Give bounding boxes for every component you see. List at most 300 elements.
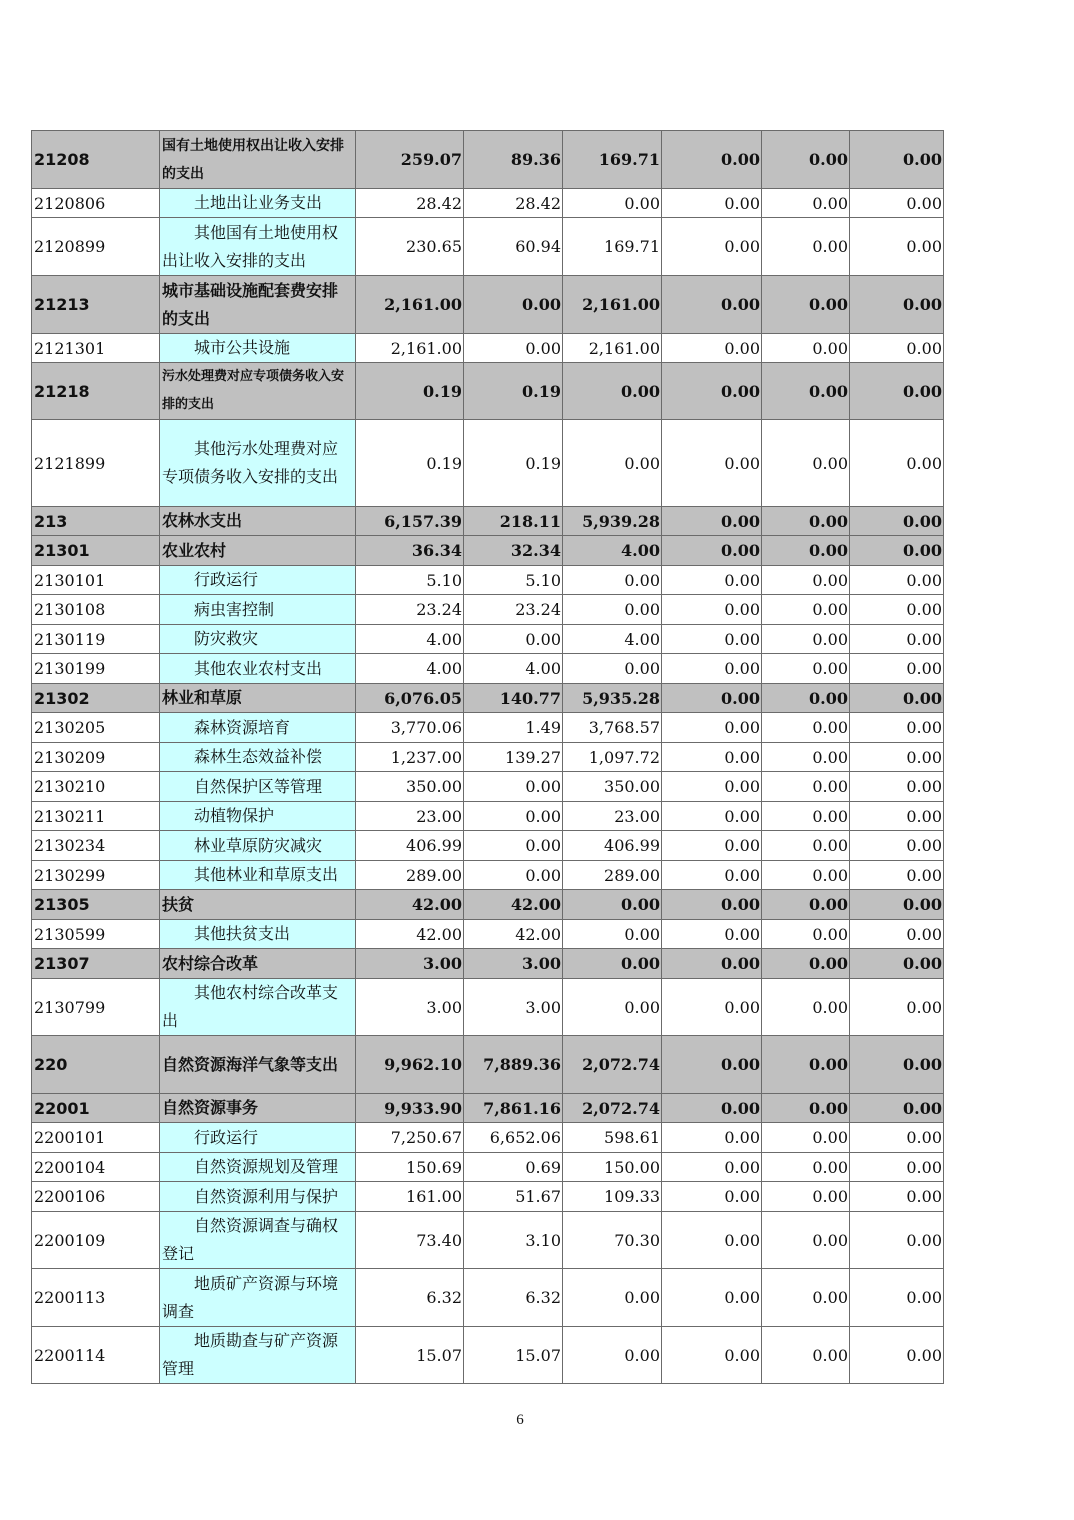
row-value-2: 0.69 (464, 1153, 563, 1182)
row-total: 4.00 (356, 654, 464, 684)
row-name (160, 654, 356, 684)
row-name: 农业农村 (160, 536, 356, 566)
row-value-4: 0.00 (662, 363, 762, 420)
row-value-4: 0.00 (662, 507, 762, 536)
row-value-5: 0.00 (762, 684, 850, 713)
row-value-2: 3.10 (464, 1212, 563, 1269)
row-total: 3.00 (356, 979, 464, 1036)
row-name (160, 713, 356, 743)
row-total: 73.40 (356, 1212, 464, 1269)
row-total: 3.00 (356, 949, 464, 979)
row-total: 6,157.39 (356, 507, 464, 536)
table-row (32, 979, 944, 1036)
row-value-6: 0.00 (850, 920, 944, 949)
row-value-2: 0.00 (464, 625, 563, 654)
row-value-3: 5,935.28 (563, 684, 662, 713)
row-value-4: 0.00 (662, 654, 762, 684)
row-value-5: 0.00 (762, 420, 850, 507)
row-code: 2200113 (32, 1269, 160, 1327)
row-value-6: 0.00 (850, 861, 944, 890)
row-value-3: 0.00 (563, 1327, 662, 1384)
row-name: 扶贫 (160, 890, 356, 920)
row-code: 2200114 (32, 1327, 160, 1384)
row-value-6: 0.00 (850, 772, 944, 802)
row-value-2: 1.49 (464, 713, 563, 743)
row-value-6: 0.00 (850, 189, 944, 218)
row-value-2: 32.34 (464, 536, 563, 566)
row-total: 259.07 (356, 131, 464, 189)
row-code: 2130211 (32, 802, 160, 831)
row-value-4: 0.00 (662, 979, 762, 1036)
row-value-3: 406.99 (563, 831, 662, 861)
row-value-2: 0.00 (464, 861, 563, 890)
row-name (160, 920, 356, 949)
row-value-4: 0.00 (662, 189, 762, 218)
table-row (32, 831, 944, 861)
row-value-6: 0.00 (850, 1212, 944, 1269)
row-name-text: 森林生态效益补偿 (194, 747, 323, 766)
row-value-3: 0.00 (563, 979, 662, 1036)
row-value-6: 0.00 (850, 625, 944, 654)
row-code: 2120899 (32, 218, 160, 276)
row-value-5: 0.00 (762, 507, 850, 536)
row-value-2: 0.00 (464, 334, 563, 363)
row-value-3: 2,161.00 (563, 276, 662, 334)
row-name: 林业和草原 (160, 684, 356, 713)
row-value-3: 0.00 (563, 920, 662, 949)
row-name-text: 行政运行 (194, 1127, 259, 1147)
row-value-2: 7,861.16 (464, 1094, 563, 1123)
row-name (160, 334, 356, 363)
row-value-3: 169.71 (563, 218, 662, 276)
page-number: 6 (516, 1412, 524, 1428)
row-code: 2200106 (32, 1182, 160, 1212)
row-code: 213 (32, 507, 160, 536)
row-value-6: 0.00 (850, 1153, 944, 1182)
row-code: 2130799 (32, 979, 160, 1036)
row-code: 2130599 (32, 920, 160, 949)
row-name: 农林水支出 (160, 507, 356, 536)
row-code: 21307 (32, 949, 160, 979)
row-total: 9,962.10 (356, 1036, 464, 1094)
row-value-4: 0.00 (662, 949, 762, 979)
row-value-3: 4.00 (563, 625, 662, 654)
row-code: 2130119 (32, 625, 160, 654)
row-value-2: 218.11 (464, 507, 563, 536)
row-code: 2200109 (32, 1212, 160, 1269)
row-value-3: 0.00 (563, 654, 662, 684)
row-value-3: 109.33 (563, 1182, 662, 1212)
table-row (32, 861, 944, 890)
row-total: 350.00 (356, 772, 464, 802)
row-value-5: 0.00 (762, 743, 850, 772)
row-total: 7,250.67 (356, 1123, 464, 1153)
row-total: 1,237.00 (356, 743, 464, 772)
row-value-6: 0.00 (850, 566, 944, 595)
row-name (160, 1327, 356, 1384)
row-code: 2130299 (32, 861, 160, 890)
row-value-3: 169.71 (563, 131, 662, 189)
table-row (32, 1123, 944, 1153)
row-value-2: 0.00 (464, 831, 563, 861)
row-value-6: 0.00 (850, 831, 944, 861)
row-value-2: 139.27 (464, 743, 563, 772)
row-value-5: 0.00 (762, 1269, 850, 1327)
row-value-4: 0.00 (662, 684, 762, 713)
row-value-5: 0.00 (762, 920, 850, 949)
row-name-text: 其他林业和草原支出 (194, 865, 339, 884)
row-value-6: 0.00 (850, 334, 944, 363)
row-value-4: 0.00 (662, 131, 762, 189)
row-value-3: 5,939.28 (563, 507, 662, 536)
row-total: 3,770.06 (356, 713, 464, 743)
row-name-text: 行政运行 (194, 570, 259, 589)
row-value-3: 1,097.72 (563, 743, 662, 772)
row-name (160, 802, 356, 831)
row-name-text: 其他国有土地使用权出让收入安排的支出 (162, 222, 339, 270)
row-value-4: 0.00 (662, 276, 762, 334)
row-name (160, 625, 356, 654)
row-value-5: 0.00 (762, 276, 850, 334)
row-value-3: 2,072.74 (563, 1094, 662, 1123)
row-name (160, 566, 356, 595)
row-name-text: 地质矿产资源与环境调查 (162, 1273, 339, 1321)
row-value-2: 28.42 (464, 189, 563, 218)
row-value-5: 0.00 (762, 890, 850, 920)
row-code: 2130234 (32, 831, 160, 861)
row-value-5: 0.00 (762, 218, 850, 276)
table-row (32, 802, 944, 831)
row-value-6: 0.00 (850, 507, 944, 536)
table-row (32, 1153, 944, 1182)
row-value-3: 150.00 (563, 1153, 662, 1182)
table-row (32, 566, 944, 595)
table-row (32, 334, 944, 363)
row-value-6: 0.00 (850, 276, 944, 334)
row-code: 2200104 (32, 1153, 160, 1182)
row-name (160, 1153, 356, 1182)
row-name (160, 772, 356, 802)
row-name-text: 其他农村综合改革支出 (162, 983, 339, 1030)
row-value-6: 0.00 (850, 1036, 944, 1094)
row-value-6: 0.00 (850, 979, 944, 1036)
row-value-4: 0.00 (662, 920, 762, 949)
row-name-text: 地质勘查与矿产资源管理 (162, 1331, 339, 1378)
row-value-2: 42.00 (464, 890, 563, 920)
row-value-5: 0.00 (762, 772, 850, 802)
row-total: 6.32 (356, 1269, 464, 1327)
row-value-4: 0.00 (662, 595, 762, 625)
row-total: 289.00 (356, 861, 464, 890)
row-value-2: 23.24 (464, 595, 563, 625)
row-name-text: 自然资源调查与确权登记 (162, 1216, 339, 1263)
row-value-6: 0.00 (850, 802, 944, 831)
row-value-2: 0.00 (464, 276, 563, 334)
row-value-4: 0.00 (662, 334, 762, 363)
row-code: 2130101 (32, 566, 160, 595)
row-total: 230.65 (356, 218, 464, 276)
row-value-3: 0.00 (563, 890, 662, 920)
table-row (32, 949, 944, 979)
row-code: 220 (32, 1036, 160, 1094)
row-value-3: 0.00 (563, 566, 662, 595)
row-value-2: 0.00 (464, 772, 563, 802)
row-value-5: 0.00 (762, 831, 850, 861)
row-name: 城市基础设施配套费安排的支出 (160, 276, 356, 334)
row-name-text: 森林资源培育 (194, 717, 291, 737)
row-total: 161.00 (356, 1182, 464, 1212)
row-name (160, 1123, 356, 1153)
table-row (32, 420, 944, 507)
row-code: 21213 (32, 276, 160, 334)
row-value-2: 6.32 (464, 1269, 563, 1327)
row-value-4: 0.00 (662, 831, 762, 861)
row-total: 406.99 (356, 831, 464, 861)
row-name: 自然资源事务 (160, 1094, 356, 1123)
row-value-3: 0.00 (563, 363, 662, 420)
row-value-4: 0.00 (662, 1036, 762, 1094)
row-name (160, 861, 356, 890)
table-row (32, 743, 944, 772)
row-name-text: 城市公共设施 (194, 338, 291, 357)
row-value-5: 0.00 (762, 1036, 850, 1094)
row-name-text: 防灾救灾 (194, 629, 259, 648)
row-value-4: 0.00 (662, 536, 762, 566)
row-total: 28.42 (356, 189, 464, 218)
row-value-6: 0.00 (850, 1327, 944, 1384)
row-value-2: 4.00 (464, 654, 563, 684)
row-value-6: 0.00 (850, 363, 944, 420)
table-row (32, 131, 944, 189)
row-value-3: 23.00 (563, 802, 662, 831)
table-row (32, 507, 944, 536)
row-value-6: 0.00 (850, 743, 944, 772)
row-total: 23.00 (356, 802, 464, 831)
row-name (160, 1212, 356, 1269)
row-name (160, 189, 356, 218)
row-value-5: 0.00 (762, 363, 850, 420)
table-row (32, 1094, 944, 1123)
table-row (32, 595, 944, 625)
table-row (32, 1036, 944, 1094)
row-value-3: 0.00 (563, 1269, 662, 1327)
row-value-5: 0.00 (762, 979, 850, 1036)
row-value-3: 3,768.57 (563, 713, 662, 743)
row-total: 2,161.00 (356, 276, 464, 334)
row-value-6: 0.00 (850, 1094, 944, 1123)
row-code: 2130199 (32, 654, 160, 684)
row-value-5: 0.00 (762, 625, 850, 654)
row-value-5: 0.00 (762, 861, 850, 890)
row-code: 21302 (32, 684, 160, 713)
table-row (32, 684, 944, 713)
row-code: 21208 (32, 131, 160, 189)
row-code: 21218 (32, 363, 160, 420)
row-value-2: 3.00 (464, 949, 563, 979)
row-value-2: 60.94 (464, 218, 563, 276)
row-total: 5.10 (356, 566, 464, 595)
row-total: 0.19 (356, 363, 464, 420)
row-value-4: 0.00 (662, 1182, 762, 1212)
row-value-2: 0.19 (464, 363, 563, 420)
row-value-2: 7,889.36 (464, 1036, 563, 1094)
table-row (32, 276, 944, 334)
row-code: 2130210 (32, 772, 160, 802)
row-value-3: 4.00 (563, 536, 662, 566)
row-value-2: 140.77 (464, 684, 563, 713)
table-row (32, 654, 944, 684)
row-name-text: 自然资源规划及管理 (194, 1157, 339, 1176)
row-value-2: 15.07 (464, 1327, 563, 1384)
row-value-2: 6,652.06 (464, 1123, 563, 1153)
row-value-4: 0.00 (662, 713, 762, 743)
row-value-2: 89.36 (464, 131, 563, 189)
row-value-6: 0.00 (850, 890, 944, 920)
row-value-6: 0.00 (850, 684, 944, 713)
row-value-3: 0.00 (563, 420, 662, 507)
row-value-6: 0.00 (850, 218, 944, 276)
table-row (32, 218, 944, 276)
row-total: 0.19 (356, 420, 464, 507)
row-value-5: 0.00 (762, 595, 850, 625)
row-total: 36.34 (356, 536, 464, 566)
row-value-6: 0.00 (850, 654, 944, 684)
table-row (32, 772, 944, 802)
row-value-3: 70.30 (563, 1212, 662, 1269)
row-value-4: 0.00 (662, 861, 762, 890)
row-value-4: 0.00 (662, 420, 762, 507)
row-value-5: 0.00 (762, 1212, 850, 1269)
row-value-4: 0.00 (662, 218, 762, 276)
row-code: 21305 (32, 890, 160, 920)
table-row (32, 1327, 944, 1384)
row-value-3: 350.00 (563, 772, 662, 802)
row-value-5: 0.00 (762, 131, 850, 189)
row-value-4: 0.00 (662, 772, 762, 802)
row-value-5: 0.00 (762, 802, 850, 831)
row-value-4: 0.00 (662, 743, 762, 772)
row-value-4: 0.00 (662, 802, 762, 831)
row-value-6: 0.00 (850, 131, 944, 189)
row-value-5: 0.00 (762, 1182, 850, 1212)
row-code: 2120806 (32, 189, 160, 218)
row-total: 150.69 (356, 1153, 464, 1182)
row-name-text: 其他扶贫支出 (194, 924, 291, 943)
row-total: 2,161.00 (356, 334, 464, 363)
row-name (160, 979, 356, 1036)
row-name-text: 自然资源利用与保护 (194, 1186, 339, 1206)
row-value-6: 0.00 (850, 420, 944, 507)
row-code: 2121899 (32, 420, 160, 507)
table-row (32, 536, 944, 566)
row-value-4: 0.00 (662, 1327, 762, 1384)
row-value-5: 0.00 (762, 189, 850, 218)
row-code: 21301 (32, 536, 160, 566)
row-name-text: 土地出让业务支出 (194, 193, 323, 212)
row-name-text: 自然保护区等管理 (194, 776, 323, 796)
row-value-4: 0.00 (662, 1212, 762, 1269)
row-value-6: 0.00 (850, 536, 944, 566)
row-code: 2130108 (32, 595, 160, 625)
row-name: 污水处理费对应专项债务收入安排的支出 (160, 363, 356, 420)
row-value-5: 0.00 (762, 1123, 850, 1153)
row-value-4: 0.00 (662, 1094, 762, 1123)
row-value-3: 2,072.74 (563, 1036, 662, 1094)
row-value-3: 0.00 (563, 189, 662, 218)
row-code: 2130209 (32, 743, 160, 772)
row-value-6: 0.00 (850, 1182, 944, 1212)
row-value-5: 0.00 (762, 1153, 850, 1182)
row-name (160, 1182, 356, 1212)
row-value-6: 0.00 (850, 595, 944, 625)
row-code: 22001 (32, 1094, 160, 1123)
row-value-3: 598.61 (563, 1123, 662, 1153)
row-value-4: 0.00 (662, 1153, 762, 1182)
table-row (32, 1212, 944, 1269)
row-value-3: 0.00 (563, 595, 662, 625)
row-value-5: 0.00 (762, 566, 850, 595)
row-value-5: 0.00 (762, 654, 850, 684)
row-value-6: 0.00 (850, 1269, 944, 1327)
row-total: 15.07 (356, 1327, 464, 1384)
row-name (160, 831, 356, 861)
row-value-3: 289.00 (563, 861, 662, 890)
row-value-4: 0.00 (662, 1123, 762, 1153)
row-value-4: 0.00 (662, 625, 762, 654)
row-name (160, 218, 356, 276)
row-name-text: 动植物保护 (194, 806, 275, 825)
row-name: 国有土地使用权出让收入安排的支出 (160, 131, 356, 189)
row-name (160, 420, 356, 507)
row-value-2: 0.00 (464, 802, 563, 831)
row-value-4: 0.00 (662, 566, 762, 595)
row-value-4: 0.00 (662, 890, 762, 920)
row-value-2: 3.00 (464, 979, 563, 1036)
table-row (32, 363, 944, 420)
table-row (32, 1269, 944, 1327)
table-row (32, 920, 944, 949)
row-name-text: 林业草原防灾减灾 (194, 835, 323, 855)
row-total: 9,933.90 (356, 1094, 464, 1123)
row-value-5: 0.00 (762, 1094, 850, 1123)
row-name-text: 其他农业农村支出 (194, 658, 323, 678)
row-total: 4.00 (356, 625, 464, 654)
row-value-5: 0.00 (762, 536, 850, 566)
row-value-5: 0.00 (762, 949, 850, 979)
row-total: 42.00 (356, 920, 464, 949)
row-value-2: 0.19 (464, 420, 563, 507)
row-name (160, 595, 356, 625)
row-name (160, 743, 356, 772)
row-total: 6,076.05 (356, 684, 464, 713)
row-value-6: 0.00 (850, 949, 944, 979)
row-value-5: 0.00 (762, 713, 850, 743)
table-row (32, 713, 944, 743)
row-value-2: 51.67 (464, 1182, 563, 1212)
row-value-5: 0.00 (762, 334, 850, 363)
row-value-3: 0.00 (563, 949, 662, 979)
row-code: 2130205 (32, 713, 160, 743)
budget-expenditure-table (31, 130, 944, 1384)
row-name: 自然资源海洋气象等支出 (160, 1036, 356, 1094)
row-name (160, 1269, 356, 1327)
row-value-6: 0.00 (850, 1123, 944, 1153)
row-value-4: 0.00 (662, 1269, 762, 1327)
table-row (32, 890, 944, 920)
row-value-2: 42.00 (464, 920, 563, 949)
table-row (32, 189, 944, 218)
row-value-5: 0.00 (762, 1327, 850, 1384)
